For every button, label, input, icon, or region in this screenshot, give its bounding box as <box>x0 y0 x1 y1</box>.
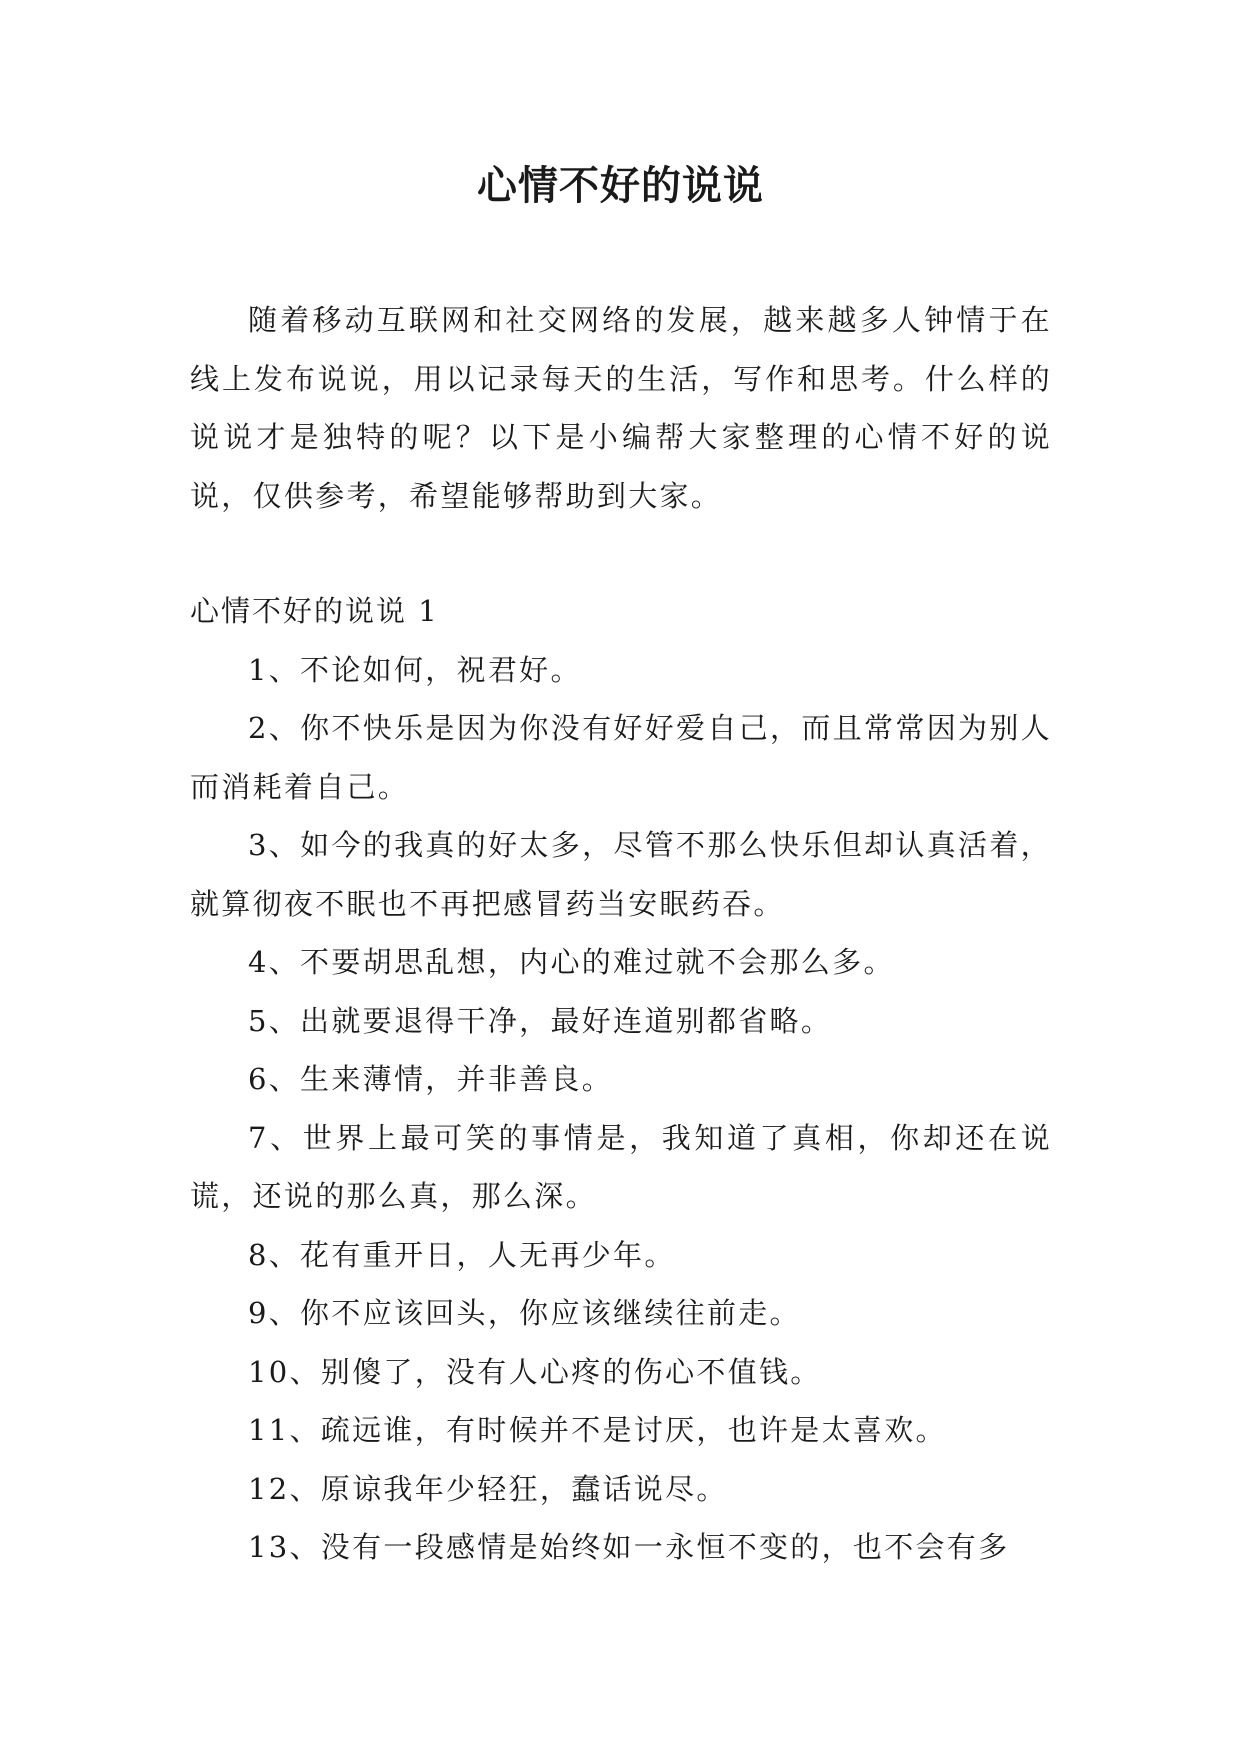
quote-item-3: 3、如今的我真的好太多，尽管不那么快乐但却认真活着，就算彻夜不眠也不再把感冒药当安眠药吞。 <box>190 828 1052 921</box>
intro-paragraph: 随着移动互联网和社交网络的发展，越来越多人钟情于在线上发布说说，用以记录每天的生活，写作和思考。什么样的说说才是独特的呢？以下是小编帮大家整理的心情不好的说说，仅供参考，希望能够帮助到大家。 <box>190 303 1052 513</box>
quote-item-10: 10、别傻了，没有人心疼的伤心不值钱。 <box>248 1354 822 1389</box>
quote-item-2: 2、你不快乐是因为你没有好好爱自己，而且常常因为别人而消耗着自己。 <box>190 711 1052 804</box>
quote-item-5: 5、出就要退得干净，最好连道别都省略。 <box>248 1003 833 1038</box>
document-body <box>190 291 1052 1577</box>
quote-item-6: 6、生来薄情，并非善良。 <box>248 1062 614 1096</box>
quote-item-7: 7、世界上最可笑的事情是，我知道了真相，你却还在说谎，还说的那么真，那么深。 <box>190 1120 1052 1213</box>
quote-item-12: 12、原谅我年少轻狂，蠢话说尽。 <box>248 1471 728 1506</box>
quote-list <box>190 641 1052 1577</box>
document-title: 心情不好的说说 <box>477 162 764 209</box>
quote-item-13: 13、没有一段感情是始终如一永恒不变的，也不会有多 <box>248 1530 1010 1564</box>
quote-item-1: 1、不论如何，祝君好。 <box>248 652 582 687</box>
quote-item-11: 11、疏远谁，有时候并不是讨厌，也许是太喜欢。 <box>248 1413 947 1447</box>
section-heading: 心情不好的说说 1 <box>190 594 439 628</box>
quote-item-9: 9、你不应该回头，你应该继续往前走。 <box>248 1296 801 1330</box>
quote-item-8: 8、花有重开日，人无再少年。 <box>248 1237 676 1272</box>
quote-item-4: 4、不要胡思乱想，内心的难过就不会那么多。 <box>248 945 895 979</box>
